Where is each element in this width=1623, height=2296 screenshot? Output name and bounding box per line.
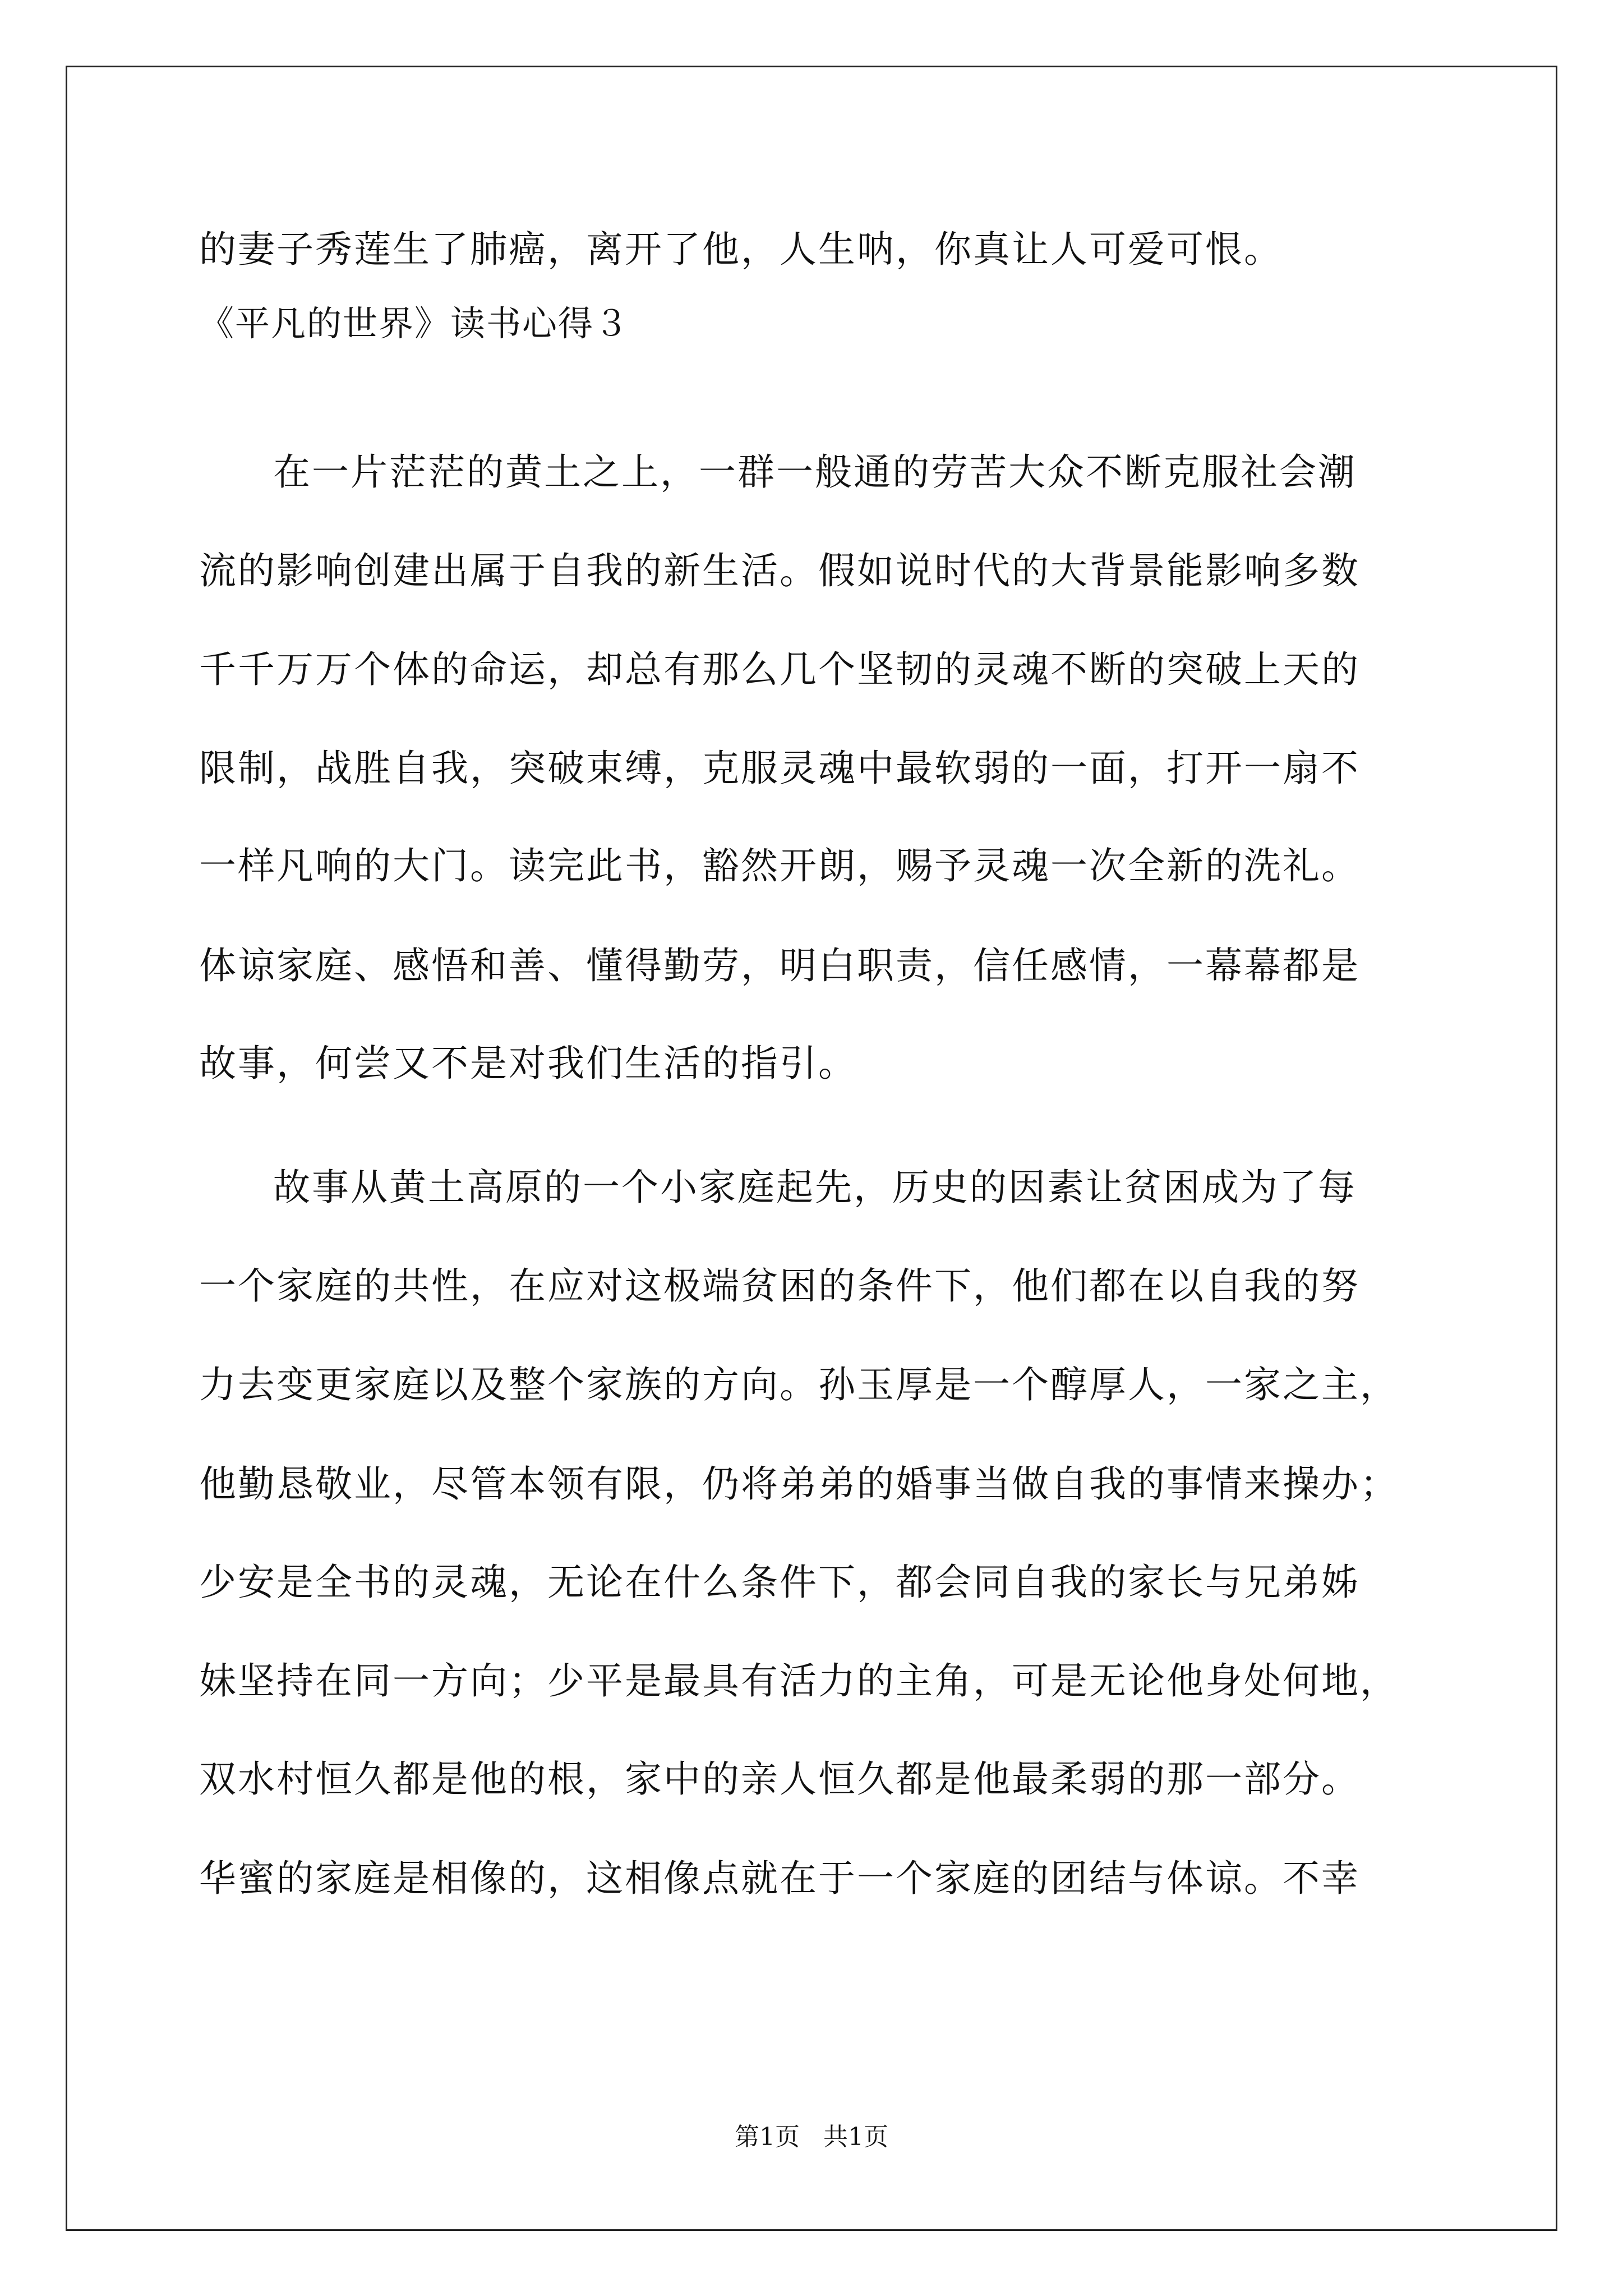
text-line: 千千万万个体的命运，却总有那么几个坚韧的灵魂不断的突破上天的 xyxy=(199,648,1360,691)
text-line: 少安是全书的灵魂，无论在什么条件下，都会同自我的家长与兄弟姊 xyxy=(199,1561,1360,1604)
text-line: 他勤恳敬业，尽管本领有限，仍将弟弟的婚事当做自我的事情来操办； xyxy=(199,1462,1399,1506)
text-line: 的妻子秀莲生了肺癌，离开了他，人生呐，你真让人可爱可恨。 xyxy=(199,228,1283,271)
page-footer: 第1页 共1页 xyxy=(735,2123,888,2151)
text-line: 一样凡响的大门。读完此书，豁然开朗，赐予灵魂一次全新的洗礼。 xyxy=(199,844,1360,887)
text-line: 华蜜的家庭是相像的，这相像点就在于一个家庭的团结与体谅。不幸 xyxy=(199,1857,1360,1900)
page-frame xyxy=(66,66,1557,2231)
text-line: 在一片茫茫的黄土之上，一群一般通的劳苦大众不断克服社会潮 xyxy=(273,450,1357,494)
section-heading: 《平凡的世界》读书心得３ xyxy=(199,303,630,344)
text-line: 妹坚持在同一方向；少平是最具有活力的主角，可是无论他身处何地， xyxy=(199,1659,1399,1703)
text-line: 流的影响创建出属于自我的新生活。假如说时代的大背景能影响多数 xyxy=(199,549,1360,592)
text-line: 一个家庭的共性，在应对这极端贫困的条件下，他们都在以自我的努 xyxy=(199,1264,1360,1308)
text-line: 故事，何尝又不是对我们生活的指引。 xyxy=(199,1042,857,1085)
text-line: 限制，战胜自我，突破束缚，克服灵魂中最软弱的一面，打开一扇不 xyxy=(199,747,1360,790)
text-line: 体谅家庭、感悟和善、懂得勤劳，明白职责，信任感情，一幕幕都是 xyxy=(199,944,1360,987)
text-line: 力去变更家庭以及整个家族的方向。孙玉厚是一个醇厚人，一家之主， xyxy=(199,1363,1399,1406)
text-line: 故事从黄土高原的一个小家庭起先，历史的因素让贫困成为了每 xyxy=(273,1166,1357,1209)
text-line: 双水村恒久都是他的根，家中的亲人恒久都是他最柔弱的那一部分。 xyxy=(199,1757,1360,1801)
